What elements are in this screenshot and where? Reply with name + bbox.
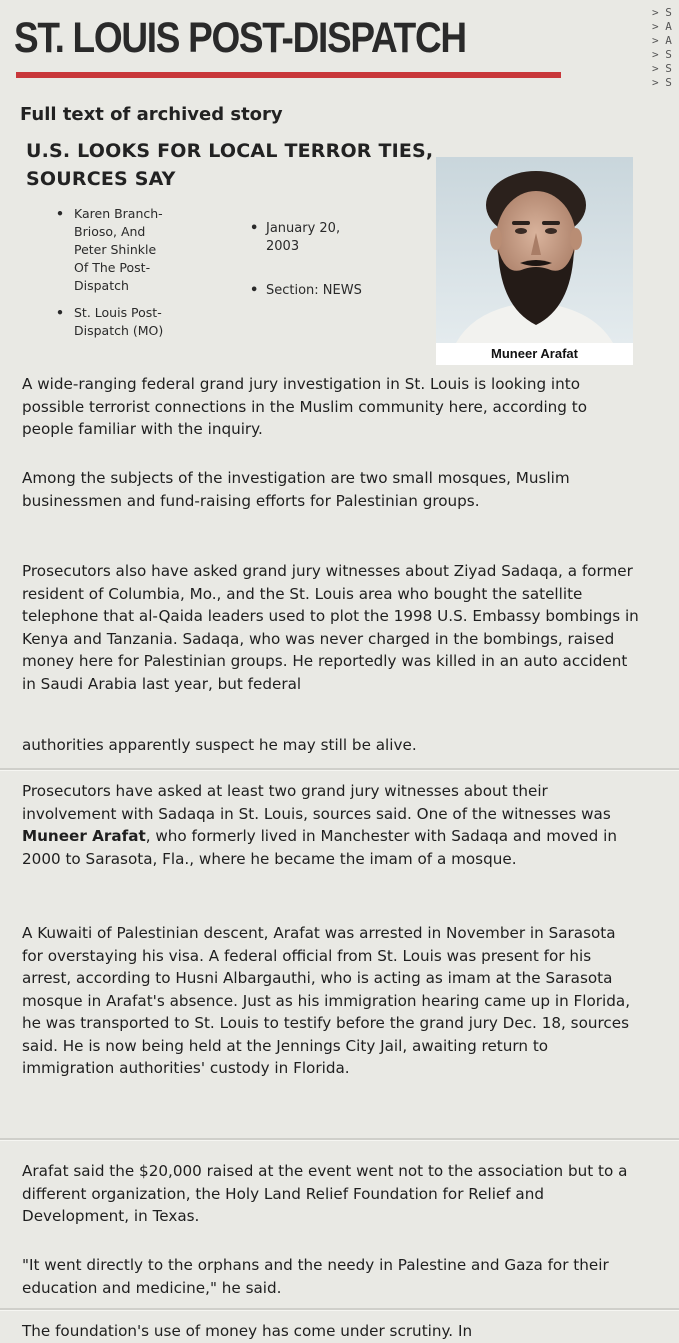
side-nav-link[interactable]: > S [652, 62, 672, 75]
clipping-divider [0, 1138, 679, 1140]
masthead-rule [16, 72, 561, 78]
photo-caption: Muneer Arafat [436, 343, 633, 365]
archive-kicker: Full text of archived story [20, 104, 283, 125]
source-line: Dispatch (MO) [74, 323, 164, 338]
side-nav [652, 6, 679, 90]
section-label: Section: NEWS [266, 283, 362, 298]
portrait-image [436, 157, 633, 343]
paragraph [22, 780, 640, 870]
side-nav-link[interactable]: > S [652, 76, 672, 89]
paragraph: "It went directly to the orphans and the needy in Palestine and Gaza for their education and medicine," he said. [22, 1256, 609, 1297]
bullet-icon: • [56, 305, 64, 320]
paragraph: Among the subjects of the investigation are two small mosques, Muslim businessmen and fund-raising efforts for Palestinian groups. [22, 469, 570, 510]
side-nav-link[interactable]: > A [652, 34, 672, 47]
source-line: St. Louis Post- [74, 305, 162, 320]
side-nav-link[interactable]: > S [652, 48, 672, 61]
paragraph: A Kuwaiti of Palestinian descent, Arafat was arrested in November in Sarasota for overstaying his visa. A federal official from St. Louis was present for his arrest, according to Husni Albargauthi, who is acting as imam at the Sarasota mosque in Arafat's absence. Just as his immigration hearing came up in Florida, he was transported to St. Louis to testify before the grand jury Dec. 18, sources said. He is now being held at the Jennings City Jail, awaiting return to immigration authorities' custody in Florida. [22, 924, 631, 1077]
clipping-divider [0, 768, 679, 770]
bold-name: Muneer Arafat [22, 827, 146, 845]
side-nav-link[interactable]: > A [652, 20, 672, 33]
paragraph: Prosecutors also have asked grand jury witnesses about Ziyad Sadaqa, a former resident of Columbia, Mo., and the St. Louis area who bought the satellite telephone that al-Qaida leaders used to plot the 1998 U.S. Embassy bombings in Kenya and Tanzania. Sadaqa, who was never charged in the bombings, raised money here for Palestinian groups. He reportedly was killed in an auto accident in Saudi Arabia last year, but federal [22, 562, 639, 693]
masthead: ST. LOUIS POST-DISPATCH [14, 14, 466, 62]
side-nav-link[interactable]: > S [652, 6, 672, 19]
bullet-icon: • [56, 206, 64, 221]
author-line: Of The Post- [74, 260, 151, 275]
author-line: Karen Branch- [74, 206, 163, 221]
paragraph-text: , who formerly lived in Manchester with Sadaqa and moved in 2000 to Sarasota, Fla., where he became the imam of a mosque. [22, 827, 617, 868]
paragraph: authorities apparently suspect he may still be alive. [22, 736, 417, 754]
clipping-divider [0, 1308, 679, 1310]
author-line: Peter Shinkle [74, 242, 157, 257]
paragraph-text: Prosecutors have asked at least two grand jury witnesses about their involvement with Sadaqa in St. Louis, sources said. One of the witnesses was [22, 782, 611, 823]
paragraph: A wide-ranging federal grand jury investigation in St. Louis is looking into possible terrorist connections in the Muslim community here, according to people familiar with the inquiry. [22, 375, 588, 438]
author-line: Dispatch [74, 278, 129, 293]
mugshot-photo [436, 157, 633, 365]
paragraph: The foundation's use of money has come under scrutiny. In [22, 1322, 473, 1340]
headline: U.S. LOOKS FOR LOCAL TERROR TIES, SOURCES SAY [26, 140, 434, 190]
bullet-icon: • [250, 221, 259, 236]
date-line: January 20, [266, 221, 341, 236]
paragraph: Arafat said the $20,000 raised at the event went not to the association but to a different organization, the Holy Land Relief Foundation for Relief and Development, in Texas. [22, 1162, 628, 1225]
date-line: 2003 [266, 239, 300, 254]
author-line: Brioso, And [74, 224, 146, 239]
bullet-icon: • [250, 283, 259, 298]
